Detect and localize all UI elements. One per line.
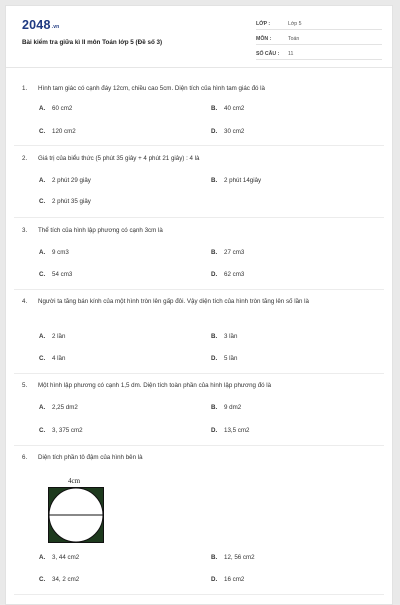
question-3-text: 3. Thể tích của hình lập phương có cạnh 3cm là — [22, 227, 163, 234]
q2-option-b[interactable]: B. 2 phút 14giây — [211, 177, 262, 184]
divider — [14, 145, 384, 146]
q4-option-d[interactable]: D. 5 lần — [211, 355, 238, 362]
q3-option-b[interactable]: B. 27 cm3 — [211, 249, 245, 256]
q1-option-c[interactable]: C. 120 cm2 — [39, 128, 76, 135]
q4-option-b[interactable]: B. 3 lần — [211, 333, 238, 340]
q4-option-a[interactable]: A. 2 lần — [39, 333, 66, 340]
q6-option-b[interactable]: B. 12, 56 cm2 — [211, 554, 255, 561]
divider — [14, 594, 384, 595]
meta-question-count: SỐ CÂU : 11 — [256, 48, 382, 60]
divider — [14, 373, 384, 374]
quiz-header — [6, 6, 392, 68]
question-2-text: 2. Giá trị của biểu thức (5 phút 35 giây + 4 phút 21 giây) : 4 là — [22, 155, 200, 162]
q5-option-b[interactable]: B. 9 dm2 — [211, 404, 242, 411]
meta-class: LỚP : Lớp 5 — [256, 18, 382, 30]
shaded-figure-diagram — [48, 487, 104, 543]
question-1-text: 1. Hình tam giác có cạnh đáy 12cm, chiều cao 5cm. Diện tích của hình tam giác đó là — [22, 85, 265, 92]
q1-option-a[interactable]: A. 60 cm2 — [39, 105, 73, 112]
divider — [14, 289, 384, 290]
meta-subject: MÔN : Toán — [256, 33, 382, 45]
q1-option-b[interactable]: B. 40 cm2 — [211, 105, 245, 112]
question-5-text: 5. Một hình lập phương có cạnh 1,5 dm. Diện tích toàn phần của hình lập phương đó là — [22, 382, 272, 389]
q4-option-c[interactable]: C. 4 lần — [39, 355, 66, 362]
q3-option-a[interactable]: A. 9 cm3 — [39, 249, 69, 256]
quiz-sheet — [5, 5, 393, 605]
divider — [14, 445, 384, 446]
q6-option-a[interactable]: A. 3, 44 cm2 — [39, 554, 80, 561]
q5-option-c[interactable]: C. 3, 375 cm2 — [39, 427, 83, 434]
question-6-text: 6. Diện tích phần tô đậm của hình bên là — [22, 454, 143, 461]
site-logo[interactable]: 2048.vn — [22, 18, 60, 32]
q6-option-d[interactable]: D. 16 cm2 — [211, 576, 245, 583]
q3-option-c[interactable]: C. 54 cm3 — [39, 271, 73, 278]
figure-dimension-label: 4cm — [68, 477, 81, 485]
divider — [14, 217, 384, 218]
question-4-text: 4. Người ta tăng bán kính của một hình tròn lên gấp đôi. Vậy diện tích của hình tròn tăng lên số lần là — [22, 298, 309, 305]
q3-option-d[interactable]: D. 62 cm3 — [211, 271, 245, 278]
quiz-title: Bài kiểm tra giữa kì II môn Toán lớp 5 (Đề số 3) — [22, 39, 163, 46]
q2-option-c[interactable]: C. 2 phút 35 giây — [39, 198, 91, 205]
q5-option-d[interactable]: D. 13,5 cm2 — [211, 427, 250, 434]
q1-option-d[interactable]: D. 30 cm2 — [211, 128, 245, 135]
q6-option-c[interactable]: C. 34, 2 cm2 — [39, 576, 80, 583]
circle-in-square-figure — [46, 477, 106, 543]
q5-option-a[interactable]: A. 2,25 dm2 — [39, 404, 78, 411]
q2-option-a[interactable]: A. 2 phút 29 giây — [39, 177, 91, 184]
